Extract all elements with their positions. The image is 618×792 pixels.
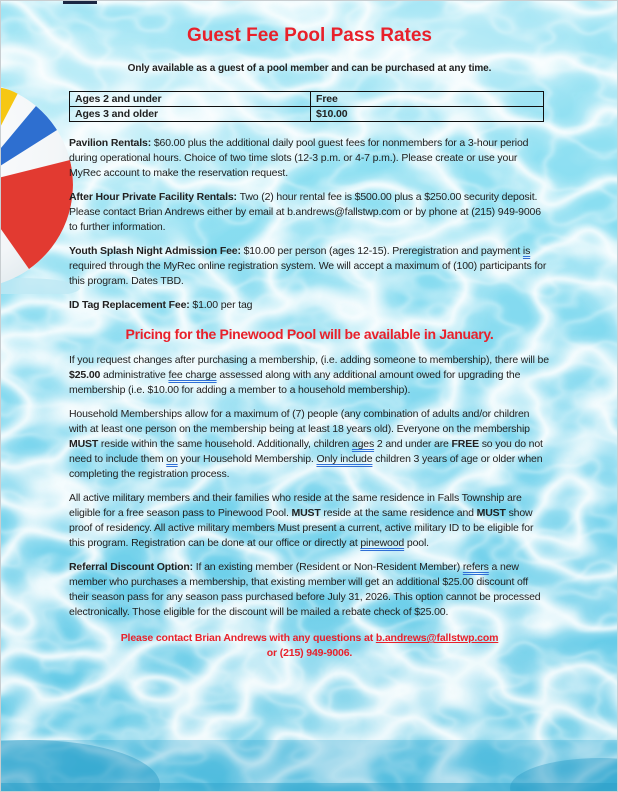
paragraph-youth-splash-night: [69, 244, 550, 289]
text-run: ages: [351, 438, 375, 450]
rates-table: [69, 91, 544, 122]
paragraph-id-tag-replacement: [69, 298, 550, 313]
table-cell-age-group: Ages 3 and older: [70, 107, 311, 122]
beach-ball-image: [0, 80, 80, 294]
text-run: If an existing member (Resident or Non-Resident Member): [195, 561, 463, 573]
paragraph-household-memberships: [69, 407, 550, 482]
text-run: Household Memberships allow for a maximum of (7) people (any combination of adults and/or children with at least one person on the membership being at least 18 years old). Everyone on the membership: [69, 408, 530, 435]
text-run: refers: [462, 561, 489, 573]
text-run: If you request changes after purchasing a membership, (i.e. adding someone to membership), there will be: [69, 354, 549, 366]
text-run: MUST: [69, 438, 99, 450]
text-run: assessed along with any additional amount owed for upgrading the membership (i.e. $10.00 for adding a member to a household membership).: [69, 369, 521, 396]
paragraph-after-hour-rentals: [69, 190, 550, 235]
text-run: show proof of residency. All active military members Must present a current, active military ID to be eligible for this program. Registration can be done at our office or directly at: [69, 507, 534, 549]
email-link[interactable]: b.andrews@fallstwp.com: [375, 632, 499, 644]
table-row: [70, 92, 544, 107]
text-run: so you do not need to include them: [69, 438, 543, 465]
footer-contact: [69, 631, 550, 661]
text-run: ID Tag Replacement Fee:: [69, 299, 193, 311]
text-run: 2 and under are: [374, 438, 452, 450]
text-run: $60.00 plus the additional daily pool guest fees for nonmembers for a 3-hour period during operational hours. Choice of two time slots (12-3 p.m. or 4-7 p.m.). Please create or use your MyRec account to make the reservation request.: [69, 137, 529, 179]
text-run: $25.00: [69, 369, 101, 381]
paragraph-referral-discount: [69, 560, 550, 620]
table-cell-price: $10.00: [311, 107, 544, 122]
text-run: a new member who purchases a membership, that existing member will get an additional $25.00 discount off their season pass for any season pass purchased before July 31, 2026. This option cannot be processed electronically. Those eligible for the discount will be mailed a rebate check of $25.00.: [69, 561, 541, 618]
text-run: Two (2) hour rental fee is $500.00 plus a $250.00 security deposit. Please contact Brian Andrews either by email at b.andrews@fallstwp.com or by phone at (215) 949-9006 to further information.: [69, 191, 541, 233]
text-run: reside within the same household. Additionally, children: [98, 438, 352, 450]
text-run: MUST: [476, 507, 506, 519]
text-run: Please contact Brian Andrews with any questions at: [120, 632, 376, 644]
text-run: pool.: [404, 537, 429, 549]
table-cell-age-group: Ages 2 and under: [70, 92, 311, 107]
text-run: on: [166, 453, 178, 465]
text-run: After Hour Private Facility Rentals:: [69, 191, 240, 203]
text-run: $10.00 per person (ages 12-15). Preregistration and payment: [243, 245, 523, 257]
text-run: required through the MyRec online registration system. We will accept a maximum of (100) participants for this program. Dates TBD.: [69, 260, 547, 287]
text-run: All active military members and their families who reside at the same residence in Falls Township are eligible for a free season pass to Pinewood Pool.: [69, 492, 522, 519]
table-cell-price: Free: [311, 92, 544, 107]
mid-heading-pinewood-pricing: Pricing for the Pinewood Pool will be available in January.: [125, 326, 494, 342]
text-run: your Household Membership.: [177, 453, 317, 465]
text-run: or (215) 949-9006.: [266, 647, 353, 659]
text-run: Pavilion Rentals:: [69, 137, 154, 149]
subtitle: Only available as a guest of a pool member and can be purchased at any time.: [127, 63, 492, 74]
text-run: Referral Discount Option:: [69, 561, 196, 573]
text-run: $1.00 per tag: [192, 299, 253, 311]
paragraph-military-season-pass: [69, 491, 550, 551]
text-run: MUST: [291, 507, 321, 519]
text-run: Only include: [316, 453, 373, 465]
paragraph-membership-changes: [69, 353, 550, 398]
text-run: pinewood: [360, 537, 405, 549]
text-run: reside at the same residence and: [320, 507, 477, 519]
paragraph-pavilion-rentals: [69, 136, 550, 181]
page-title: Guest Fee Pool Pass Rates: [187, 25, 432, 46]
text-run: fee charge: [168, 369, 217, 381]
document-content: [69, 0, 550, 661]
text-run: Youth Splash Night Admission Fee:: [69, 245, 244, 257]
table-row: [70, 107, 544, 122]
text-run: children 3 years of age or older when completing the registration process.: [69, 453, 543, 480]
text-run: administrative: [100, 369, 169, 381]
text-run: is: [522, 245, 531, 257]
text-run: FREE: [451, 438, 479, 450]
